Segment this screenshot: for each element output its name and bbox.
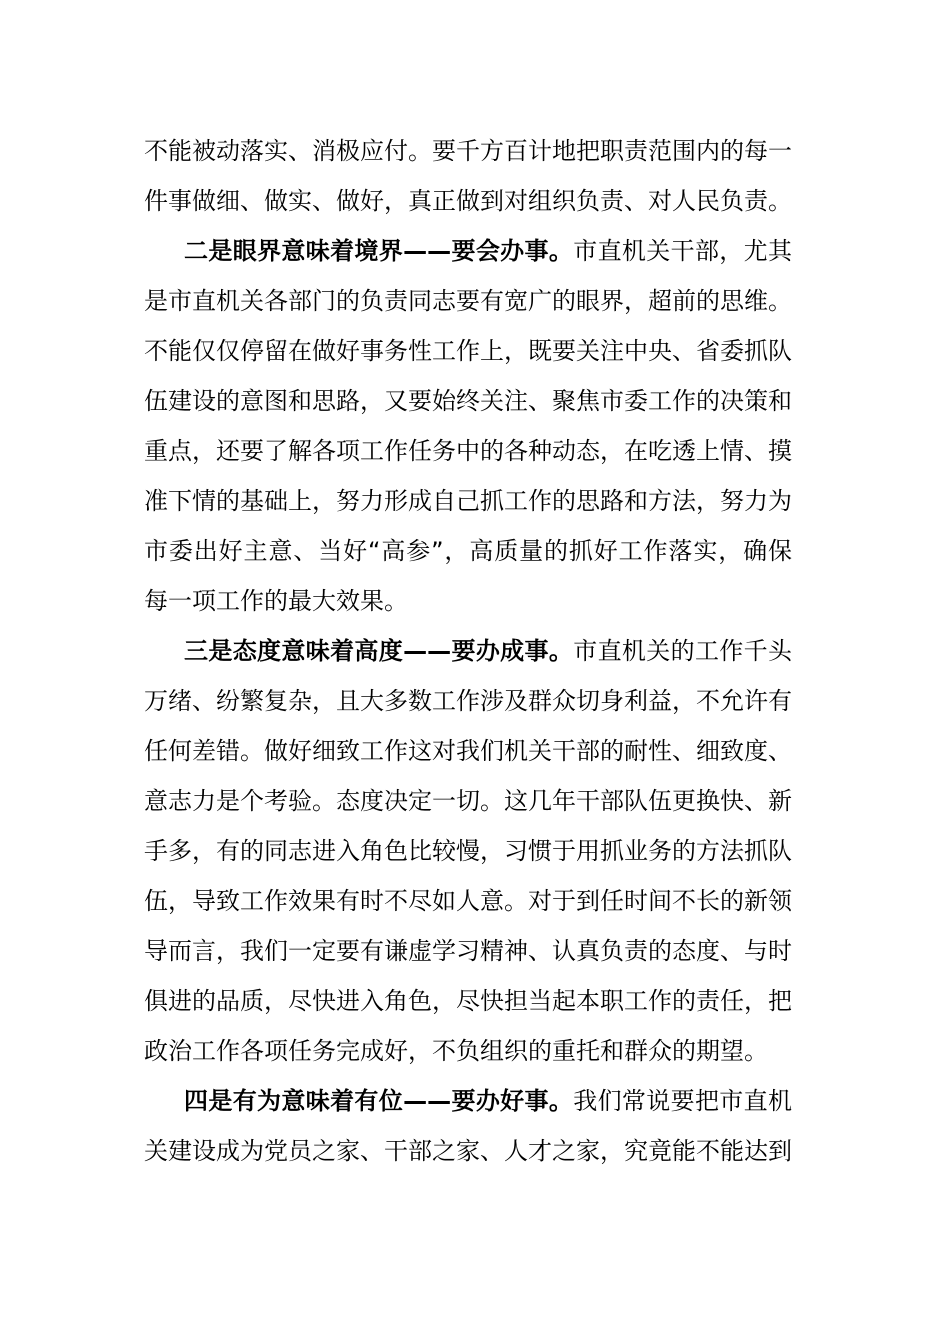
paragraph-text: 不能被动落实、消极应付。要千方百计地把职责范围内的每一件事做细、做实、做好，真正做到对组织负责、对人民负责。 (144, 137, 792, 215)
paragraph-lead: 四是有为意味着有位——要办好事。 (184, 1087, 574, 1115)
paragraph-continuation (144, 126, 792, 226)
paragraph-vision (144, 226, 792, 626)
paragraph-lead: 三是态度意味着高度——要办成事。 (184, 637, 574, 665)
paragraph-text: 市直机关的工作千头万绪、纷繁复杂，且大多数工作涉及群众切身利益，不允许有任何差错。做好细致工作这对我们机关干部的耐性、细致度、意志力是个考验。态度决定一切。这几年干部队伍更换快、新手多，有的同志进入角色比较慢，习惯于用抓业务的方法抓队伍，导致工作效果有时不尽如人意。对于到任时间不长的新领导而言，我们一定要有谦虚学习精神、认真负责的态度、与时俱进的品质，尽快进入角色，尽快担当起本职工作的责任，把政治工作各项任务完成好，不负组织的重托和群众的期望。 (144, 637, 793, 1065)
document-body (144, 126, 792, 1176)
paragraph-text: 市直机关干部，尤其是市直机关各部门的负责同志要有宽广的眼界，超前的思维。不能仅仅停留在做好事务性工作上，既要关注中央、省委抓队伍建设的意图和思路，又要始终关注、聚焦市委工作的决策和重点，还要了解各项工作任务中的各种动态，在吃透上情、摸准下情的基础上，努力形成自己抓工作的思路和方法，努力为市委出好主意、当好“高参”，高质量的抓好工作落实，确保每一项工作的最大效果。 (144, 237, 793, 615)
paragraph-lead: 二是眼界意味着境界——要会办事。 (184, 237, 574, 265)
paragraph-attitude (144, 626, 792, 1076)
paragraph-text: 我们常说要把市直机关建设成为党员之家、干部之家、人才之家，究竟能不能达到 (144, 1087, 793, 1165)
paragraph-action (144, 1076, 792, 1176)
